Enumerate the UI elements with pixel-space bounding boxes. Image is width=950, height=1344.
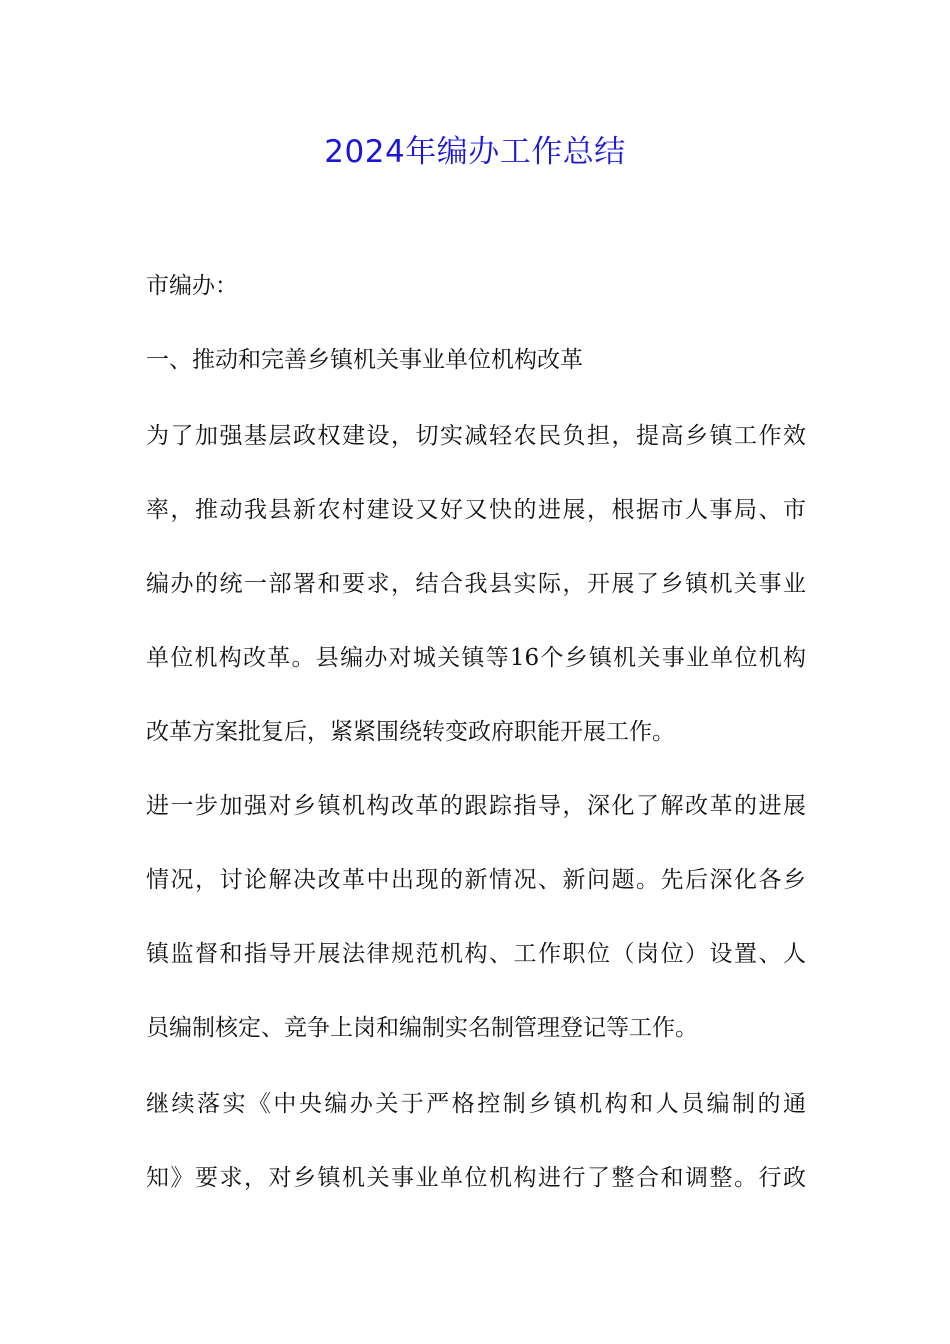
- paragraph-line: 镇监督和指导开展法律规范机构、工作职位（岗位）设置、人: [146, 941, 806, 967]
- paragraph-line: 进一步加强对乡镇机构改革的跟踪指导，深化了解改革的进展: [146, 793, 806, 819]
- section-heading: 一、推动和完善乡镇机关事业单位机构改革: [146, 347, 583, 373]
- paragraph-line: 单位机构改革。县编办对城关镇等16个乡镇机关事业单位机构: [146, 645, 806, 671]
- paragraph-line: 率，推动我县新农村建设又好又快的进展，根据市人事局、市: [146, 497, 806, 523]
- paragraph-line: 改革方案批复后，紧紧围绕转变政府职能开展工作。: [146, 719, 675, 745]
- paragraph-line: 员编制核定、竞争上岗和编制实名制管理登记等工作。: [146, 1015, 698, 1041]
- paragraph-line: 情况，讨论解决改革中出现的新情况、新问题。先后深化各乡: [146, 867, 806, 893]
- salutation: 市编办：: [146, 273, 238, 299]
- paragraph-line: 继续落实《中央编办关于严格控制乡镇机构和人员编制的通: [146, 1091, 806, 1117]
- paragraph-line: 为了加强基层政权建设，切实减轻农民负担，提高乡镇工作效: [146, 423, 806, 449]
- paragraph-line: 知》要求，对乡镇机关事业单位机构进行了整合和调整。行政: [146, 1165, 806, 1191]
- document-title: 2024年编办工作总结: [324, 134, 626, 170]
- paragraph-line: 编办的统一部署和要求，结合我县实际，开展了乡镇机关事业: [146, 571, 806, 597]
